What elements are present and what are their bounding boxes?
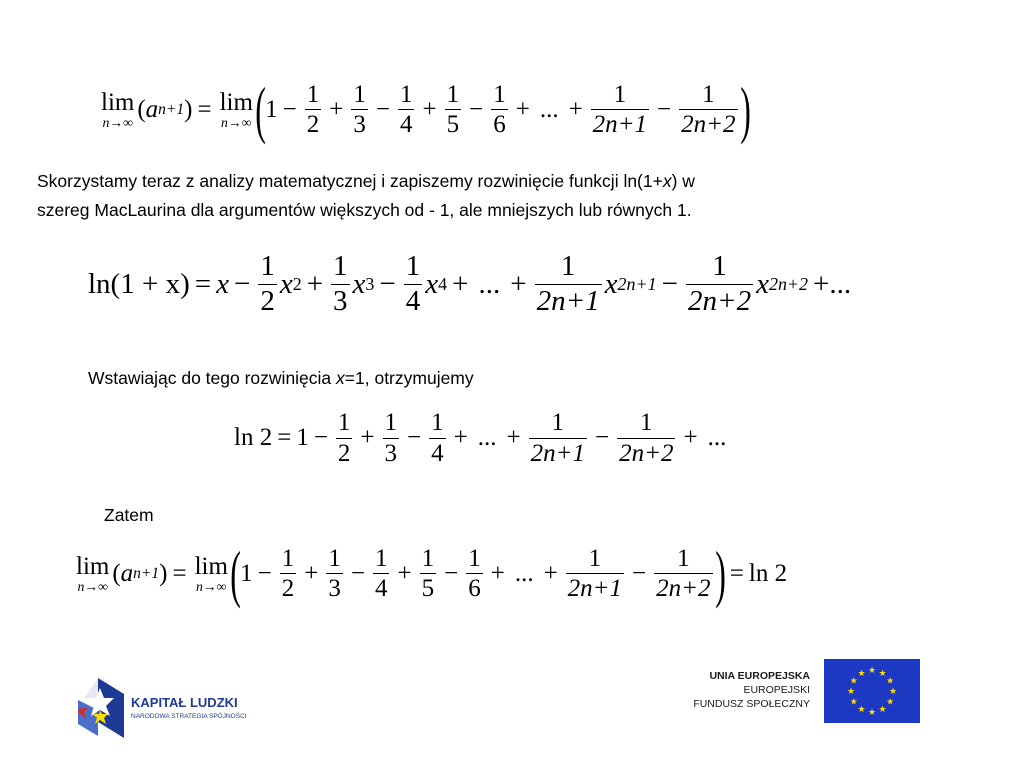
fraction: $\frac{1}{6}$ [493,80,506,139]
paragraph-maclaurin: Skorzystamy teraz z analizy matematycznej i zapiszemy rozwinięcie funkcji ln(1+x) w szereg MacLaurina dla argumentów większych od - 1, ale mniejszych lub równych 1. [37,171,695,220]
equation-ln2: ln 2 = 1 − $\frac{1}{2}$ + $\frac{1}{3}$ − $\frac{1}{4}$ + ... + $\frac{1}{2n+1}$ − $\frac{1}{2n+2}$ + ... [234,409,727,467]
eu-line3: FUNDUSZ SPOŁECZNY [693,698,810,710]
lim-operator: lim n→∞ [194,553,228,594]
kapital-ludzki-subtitle: NARODOWA STRATEGIA SPÓJNOŚCI [131,713,247,720]
kapital-ludzki-title: KAPITAŁ LUDZKI [131,695,238,710]
equation-limit-result: lim n→∞ ( a n+1 ) = lim n→∞ ( 1 − $\frac{1}{2}$ + $\frac{1}{3}$ − $\frac{1}{4}$ + $\frac{1}{5}$ − $\frac{1}{6}$ + ... + $\frac{1}{2n+1}$ − $\frac{1}{2n+2}$ ) = ln 2 [76,538,788,609]
paragraph-substitution: Wstawiając do tego rozwinięcia x=1, otrzymujemy [88,368,474,388]
fraction: $\frac{1}{4}$ [431,409,444,467]
fraction: $\frac{1}{3}$ [353,80,366,139]
fraction: $\frac{1}{2n+1}$ [567,544,623,603]
eu-star-icon: ★ [846,686,856,696]
fraction: $\frac{1}{2n+2}$ [619,409,674,467]
lim-operator: lim n→∞ [76,553,110,594]
equation-ln-series: ln(1 + x) = x − $\frac{1}{2}$ x 2 + $\frac{1}{3}$ x 3 − $\frac{1}{4}$ x 4 + ... + $\frac{1}{2n+1}$ x 2n+1 − $\frac{1}{2n+2}$ x 2n+2 +... [88,250,852,317]
eu-star-icon: ★ [849,696,858,707]
eu-line1: UNIA EUROPEJSKA [709,670,810,682]
eu-star-icon: ★ [867,707,877,717]
equation-limit-sum: lim n→∞ ( a n+1 ) = lim n→∞ ( 1 − $\frac{1}{2}$ + $\frac{1}{3}$ − $\frac{1}{4}$ + $\frac{1}{5}$ − $\frac{1}{6}$ + ... + $\frac{1}{2n+1}$ − $\frac{1}{2n+2}$ ) [101,74,751,145]
eu-star-icon: ★ [867,665,877,675]
fraction: $\frac{1}{2n+1}$ [536,250,600,317]
fraction: $\frac{1}{5}$ [421,544,435,603]
fraction: $\frac{1}{2}$ [281,544,295,603]
eu-fund-text [693,669,810,711]
fraction: $\frac{1}{3}$ [333,250,348,317]
fraction: $\frac{1}{2}$ [337,409,351,467]
eu-star-icon: ★ [886,696,895,707]
eu-star-icon: ★ [886,675,895,686]
eu-star-icon: ★ [849,675,858,686]
fraction: $\frac{1}{6}$ [468,544,481,603]
lim-operator: lim n→∞ [101,89,135,130]
kapital-ludzki-logo [78,676,278,740]
paragraph-zatem: Zatem [104,505,154,525]
eu-line2: EUROPEJSKI [743,684,810,696]
eu-star-icon: ★ [878,667,887,678]
fraction: $\frac{1}{3}$ [384,409,398,467]
fraction: $\frac{1}{2n+2}$ [688,250,752,317]
fraction: $\frac{1}{4}$ [374,544,388,603]
eu-fund-logo [672,659,920,725]
eu-star-icon: ★ [878,704,887,715]
fraction: $\frac{1}{2n+2}$ [656,544,711,603]
fraction: $\frac{1}{4}$ [405,250,421,317]
fraction: $\frac{1}{4}$ [399,80,413,139]
fraction: $\frac{1}{2}$ [306,80,320,139]
eu-star-icon: ★ [857,667,866,678]
fraction: $\frac{1}{2n+2}$ [681,80,736,139]
eu-star-icon: ★ [888,686,898,696]
eu-star-icon: ★ [857,704,866,715]
fraction: $\frac{1}{2n+1}$ [592,80,648,139]
lim-operator: lim n→∞ [219,89,253,130]
fraction: $\frac{1}{3}$ [328,544,341,603]
fraction: $\frac{1}{2}$ [260,250,275,317]
eu-flag-icon [824,659,920,723]
fraction: $\frac{1}{5}$ [446,80,460,139]
kapital-ludzki-emblem-icon [78,676,128,740]
fraction: $\frac{1}{2n+1}$ [530,409,585,467]
